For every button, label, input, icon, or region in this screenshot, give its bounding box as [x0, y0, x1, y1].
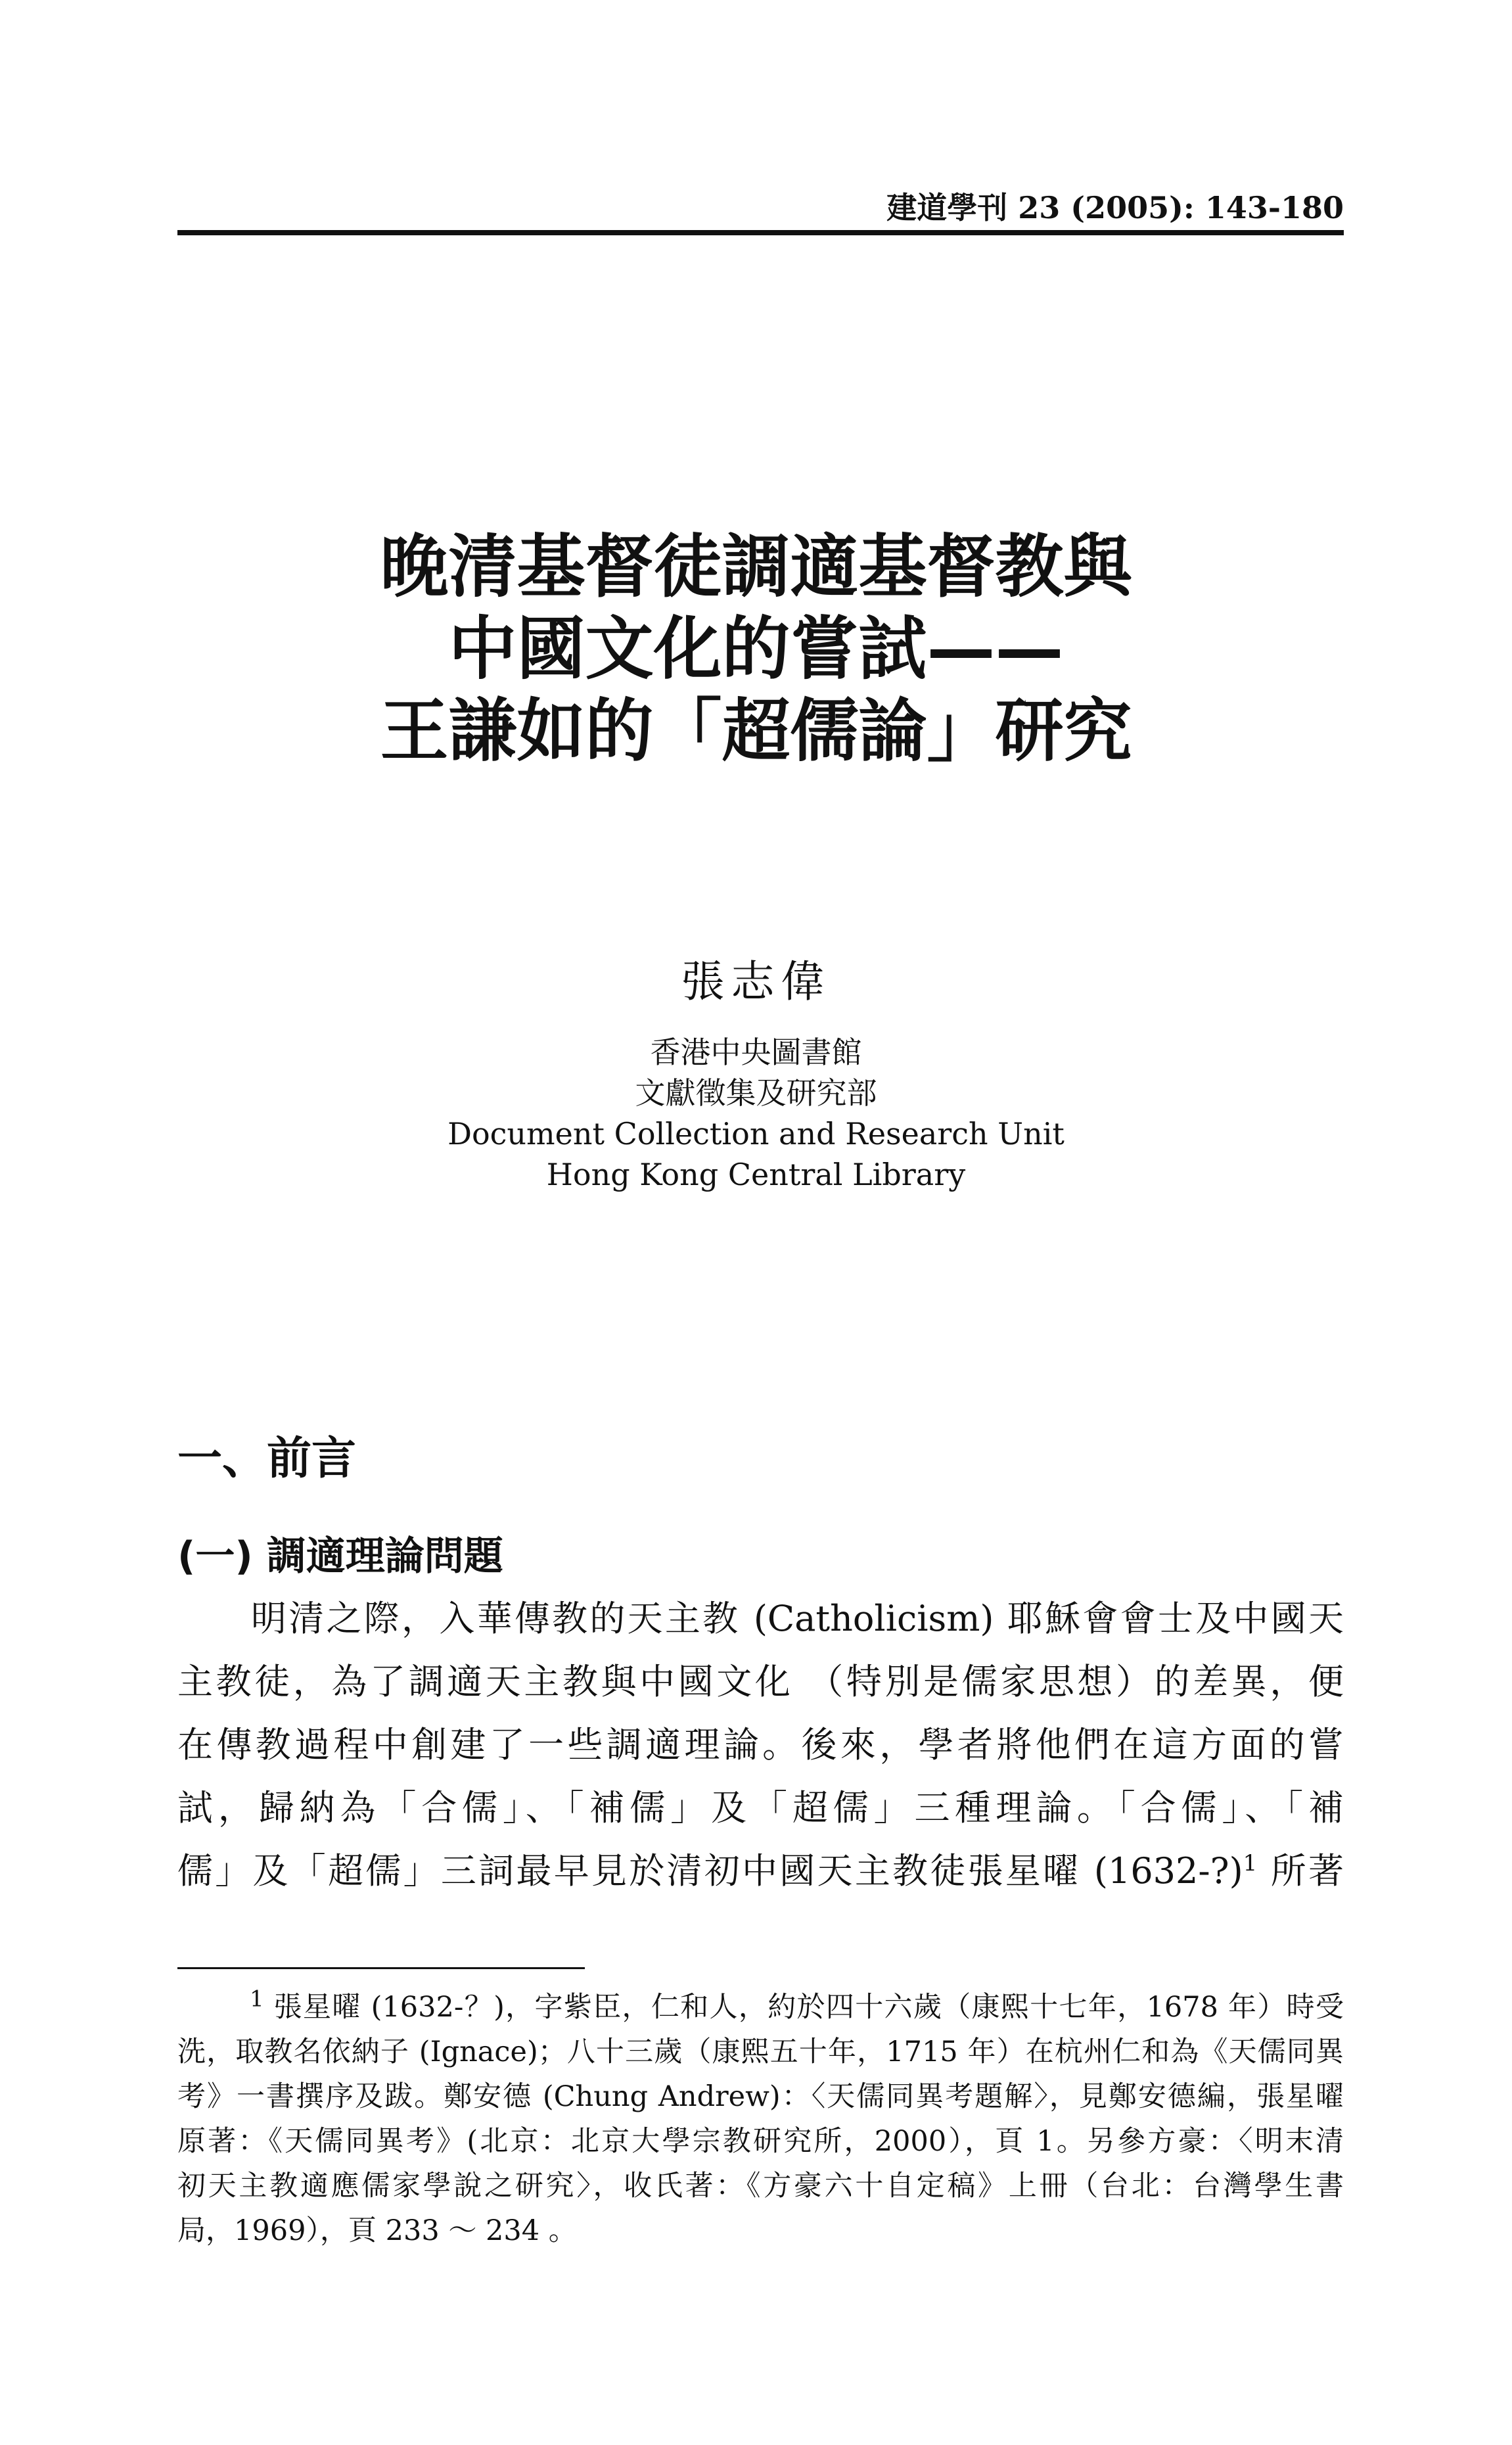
body-paragraph [177, 1587, 1344, 1903]
journal-citation: 建道學刊 23 (2005): 143-180 [886, 190, 1344, 225]
body-line: 在傳教過程中創建了一些調適理論。後來，學者將他們在這方面的嘗 [177, 1724, 1344, 1765]
title-line: 晚清基督徒調適基督教與 [380, 526, 1132, 607]
footnote-line: 局，1969），頁 233 ～ 234 。 [177, 2214, 577, 2247]
footnote [177, 1985, 1344, 2253]
footnote-rule [177, 1967, 585, 1969]
affiliation-line: 文獻徵集及研究部 [635, 1075, 877, 1111]
body-line: 主教徒，為了調適天主教與中國文化 （特別是儒家思想）的差異，便 [177, 1661, 1344, 1702]
affiliation-line: Document Collection and Research Unit [447, 1116, 1065, 1152]
body-line: 試，歸納為「合儒」、「補儒」及「超儒」三種理論。「合儒」、「補 [177, 1787, 1344, 1828]
footnote-line [177, 1985, 1344, 2030]
title-line: 王謙如的「超儒論」研究 [380, 691, 1132, 771]
title-line: 中國文化的嘗試—— [448, 609, 1064, 689]
footnote-number: 1 [250, 1986, 264, 2013]
body-line [177, 1840, 1344, 1903]
subsection-heading: (一) 調適理論問題 [177, 1533, 503, 1579]
body-line-text: 儒」及「超儒」三詞最早見於清初中國天主教徒張星曜 (1632-?) [177, 1850, 1243, 1892]
footnote-line: 原著：《天儒同異考》(北京：北京大學宗教研究所，2000），頁 1。另參方豪：〈明末清 [177, 2125, 1344, 2158]
body-line: 明清之際，入華傳教的天主教 (Catholicism) 耶穌會會士及中國天 [251, 1598, 1344, 1639]
article-title [0, 526, 1512, 772]
author-name: 張志偉 [681, 956, 831, 1007]
footnote-line: 考》一書撰序及跋。鄭安德 (Chung Andrew)：〈天儒同異考題解〉，見鄭安德編，張星曜 [177, 2080, 1344, 2113]
affiliation-line: Hong Kong Central Library [546, 1157, 966, 1192]
footnote-line: 初天主教適應儒家學說之研究〉，收氏著：《方豪六十自定稿》上冊（台北：台灣學生書 [177, 2170, 1344, 2202]
body-line-tail: 所著 [1257, 1850, 1344, 1892]
affiliation-line: 香港中央圖書館 [650, 1035, 862, 1070]
footnote-line: 洗，取教名依納子 (Ignace)；八十三歲（康熙五十年，1715 年）在杭州仁和為《天儒同異 [177, 2036, 1344, 2068]
section-heading: 一、前言 [177, 1433, 357, 1485]
footnote-line-text: 張星曜 (1632-？)，字紫臣，仁和人，約於四十六歲（康熙十七年，1678 年）時受 [273, 1991, 1344, 2024]
header-rule [177, 230, 1344, 235]
running-header [0, 184, 1512, 223]
footnote-ref[interactable]: 1 [1243, 1850, 1258, 1876]
author-affiliation [0, 1032, 1512, 1195]
